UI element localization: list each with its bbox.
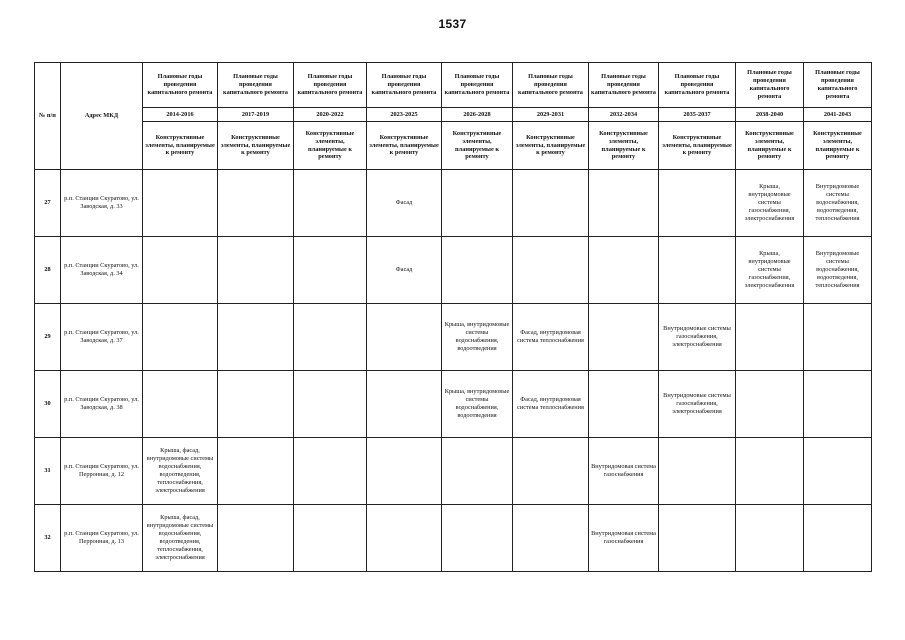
header-elements: Конструктивные элементы, планируемые к ремонту xyxy=(513,122,589,170)
row-cell-period-10 xyxy=(804,438,872,505)
row-cell-period-7 xyxy=(589,371,659,438)
row-cell-period-8: Внутридомовые системы газоснабжения, электроснабжения xyxy=(659,304,736,371)
header-period: 2038-2040 xyxy=(736,108,804,122)
row-cell-period-4 xyxy=(367,371,442,438)
row-number: 27 xyxy=(35,170,61,237)
header-row-periods xyxy=(35,108,872,122)
row-cell-period-8 xyxy=(659,505,736,572)
row-cell-period-9 xyxy=(736,438,804,505)
header-period: 2014-2016 xyxy=(143,108,218,122)
row-cell-period-8 xyxy=(659,170,736,237)
row-address: р.п. Станции Скуратово, ул. Перронная, д. 13 xyxy=(61,505,143,572)
header-period: 2020-2022 xyxy=(294,108,367,122)
header-period: 2023-2025 xyxy=(367,108,442,122)
row-cell-period-5: Крыша, внутридомовые системы водоснабжения, водоотведения xyxy=(442,304,513,371)
row-cell-period-2 xyxy=(218,438,294,505)
table-row xyxy=(35,505,872,572)
header-period: 2029-2031 xyxy=(513,108,589,122)
row-cell-period-6: Фасад, внутридомовая система теплоснабжения xyxy=(513,371,589,438)
row-address: р.п. Станции Скуратово, ул. Заводская, д. 38 xyxy=(61,371,143,438)
header-planned-years: Плановые годы проведения капитального ремонта xyxy=(143,63,218,108)
table-row xyxy=(35,371,872,438)
row-cell-period-1 xyxy=(143,237,218,304)
row-cell-period-9 xyxy=(736,371,804,438)
row-cell-period-2 xyxy=(218,304,294,371)
row-cell-period-10: Внутридомовые системы водоснабжения, водоотведения, теплоснабжения xyxy=(804,170,872,237)
header-planned-years: Плановые годы проведения капитального ремонта xyxy=(367,63,442,108)
row-cell-period-4: Фасад xyxy=(367,170,442,237)
header-elements: Конструктивные элементы, планируемые к ремонту xyxy=(659,122,736,170)
row-cell-period-3 xyxy=(294,237,367,304)
row-cell-period-10 xyxy=(804,304,872,371)
header-planned-years: Плановые годы проведения капитального ремонта xyxy=(589,63,659,108)
row-cell-period-9: Крыша, внутридомовые системы газоснабжения, электроснабжения xyxy=(736,237,804,304)
row-cell-period-3 xyxy=(294,170,367,237)
row-address: р.п. Станции Скуратово, ул. Заводская, д. 37 xyxy=(61,304,143,371)
row-cell-period-3 xyxy=(294,304,367,371)
header-elements: Конструктивные элементы, планируемые к ремонту xyxy=(804,122,872,170)
header-planned-years: Плановые годы проведения капитального ремонта xyxy=(659,63,736,108)
header-elements: Конструктивные элементы, планируемые к ремонту xyxy=(218,122,294,170)
row-address: р.п. Станции Скуратово, ул. Перронная, д. 12 xyxy=(61,438,143,505)
header-elements: Конструктивные элементы, планируемые к ремонту xyxy=(442,122,513,170)
header-period: 2026-2028 xyxy=(442,108,513,122)
row-cell-period-4: Фасад xyxy=(367,237,442,304)
row-cell-period-4 xyxy=(367,438,442,505)
header-elements: Конструктивные элементы, планируемые к ремонту xyxy=(294,122,367,170)
header-num: № п/п xyxy=(35,63,61,170)
row-cell-period-2 xyxy=(218,170,294,237)
header-elements: Конструктивные элементы, планируемые к ремонту xyxy=(143,122,218,170)
page-number: 1537 xyxy=(438,17,467,31)
header-row-years xyxy=(35,63,872,108)
row-cell-period-9 xyxy=(736,505,804,572)
row-cell-period-8: Внутридомовые системы газоснабжения, электроснабжения xyxy=(659,371,736,438)
row-cell-period-1 xyxy=(143,304,218,371)
row-cell-period-2 xyxy=(218,371,294,438)
row-cell-period-9 xyxy=(736,304,804,371)
header-elements: Конструктивные элементы, планируемые к ремонту xyxy=(367,122,442,170)
row-cell-period-10 xyxy=(804,371,872,438)
header-period: 2017-2019 xyxy=(218,108,294,122)
row-address: р.п. Станции Скуратово, ул. Заводская, д. 33 xyxy=(61,170,143,237)
header-period: 2035-2037 xyxy=(659,108,736,122)
row-cell-period-5 xyxy=(442,237,513,304)
row-address: р.п. Станции Скуратово, ул. Заводская, д. 34 xyxy=(61,237,143,304)
header-address: Адрес МКД xyxy=(61,63,143,170)
row-cell-period-7: Внутридомовая система газоснабжения xyxy=(589,505,659,572)
row-number: 32 xyxy=(35,505,61,572)
header-planned-years: Плановые годы проведения капитального ремонта xyxy=(513,63,589,108)
table-row xyxy=(35,170,872,237)
header-period: 2032-2034 xyxy=(589,108,659,122)
row-cell-period-10 xyxy=(804,505,872,572)
row-cell-period-1: Крыша, фасад, внутридомовые системы водоснабжения, водоотведения, теплоснабжения, электроснабжения xyxy=(143,438,218,505)
row-cell-period-8 xyxy=(659,438,736,505)
row-cell-period-7 xyxy=(589,304,659,371)
row-cell-period-1 xyxy=(143,371,218,438)
row-cell-period-6 xyxy=(513,438,589,505)
row-cell-period-7 xyxy=(589,170,659,237)
header-planned-years: Плановые годы проведения капитального ремонта xyxy=(294,63,367,108)
row-cell-period-6 xyxy=(513,237,589,304)
row-number: 28 xyxy=(35,237,61,304)
header-period: 2041-2043 xyxy=(804,108,872,122)
row-cell-period-2 xyxy=(218,505,294,572)
row-cell-period-4 xyxy=(367,505,442,572)
row-cell-period-1: Крыша, фасад, внутридомовые системы водоснабжения, водоотведения, теплоснабжения, электроснабжения xyxy=(143,505,218,572)
table-row xyxy=(35,438,872,505)
row-cell-period-6: Фасад, внутридомовая система теплоснабжения xyxy=(513,304,589,371)
header-planned-years: Плановые годы проведения капитального ремонта xyxy=(442,63,513,108)
row-cell-period-6 xyxy=(513,170,589,237)
row-cell-period-4 xyxy=(367,304,442,371)
row-cell-period-9: Крыша, внутридомовые системы газоснабжения, электроснабжения xyxy=(736,170,804,237)
repair-schedule-table xyxy=(34,62,872,572)
header-row-elements xyxy=(35,122,872,170)
row-cell-period-5 xyxy=(442,170,513,237)
row-cell-period-5: Крыша, внутридомовые системы водоснабжения, водоотведения xyxy=(442,371,513,438)
row-cell-period-3 xyxy=(294,505,367,572)
header-elements: Конструктивные элементы, планируемые к ремонту xyxy=(589,122,659,170)
row-cell-period-5 xyxy=(442,438,513,505)
header-planned-years: Плановые годы проведения капитального ремонта xyxy=(736,63,804,108)
row-number: 31 xyxy=(35,438,61,505)
row-cell-period-3 xyxy=(294,438,367,505)
row-cell-period-6 xyxy=(513,505,589,572)
row-cell-period-5 xyxy=(442,505,513,572)
header-planned-years: Плановые годы проведения капитального ремонта xyxy=(218,63,294,108)
row-number: 29 xyxy=(35,304,61,371)
row-cell-period-10: Внутридомовые системы водоснабжения, водоотведения, теплоснабжения xyxy=(804,237,872,304)
row-cell-period-7 xyxy=(589,237,659,304)
header-elements: Конструктивные элементы, планируемые к ремонту xyxy=(736,122,804,170)
row-cell-period-1 xyxy=(143,170,218,237)
table-row xyxy=(35,304,872,371)
row-cell-period-2 xyxy=(218,237,294,304)
row-number: 30 xyxy=(35,371,61,438)
table-row xyxy=(35,237,872,304)
row-cell-period-3 xyxy=(294,371,367,438)
row-cell-period-8 xyxy=(659,237,736,304)
header-planned-years: Плановые годы проведения капитального ремонта xyxy=(804,63,872,108)
row-cell-period-7: Внутридомовая система газоснабжения xyxy=(589,438,659,505)
